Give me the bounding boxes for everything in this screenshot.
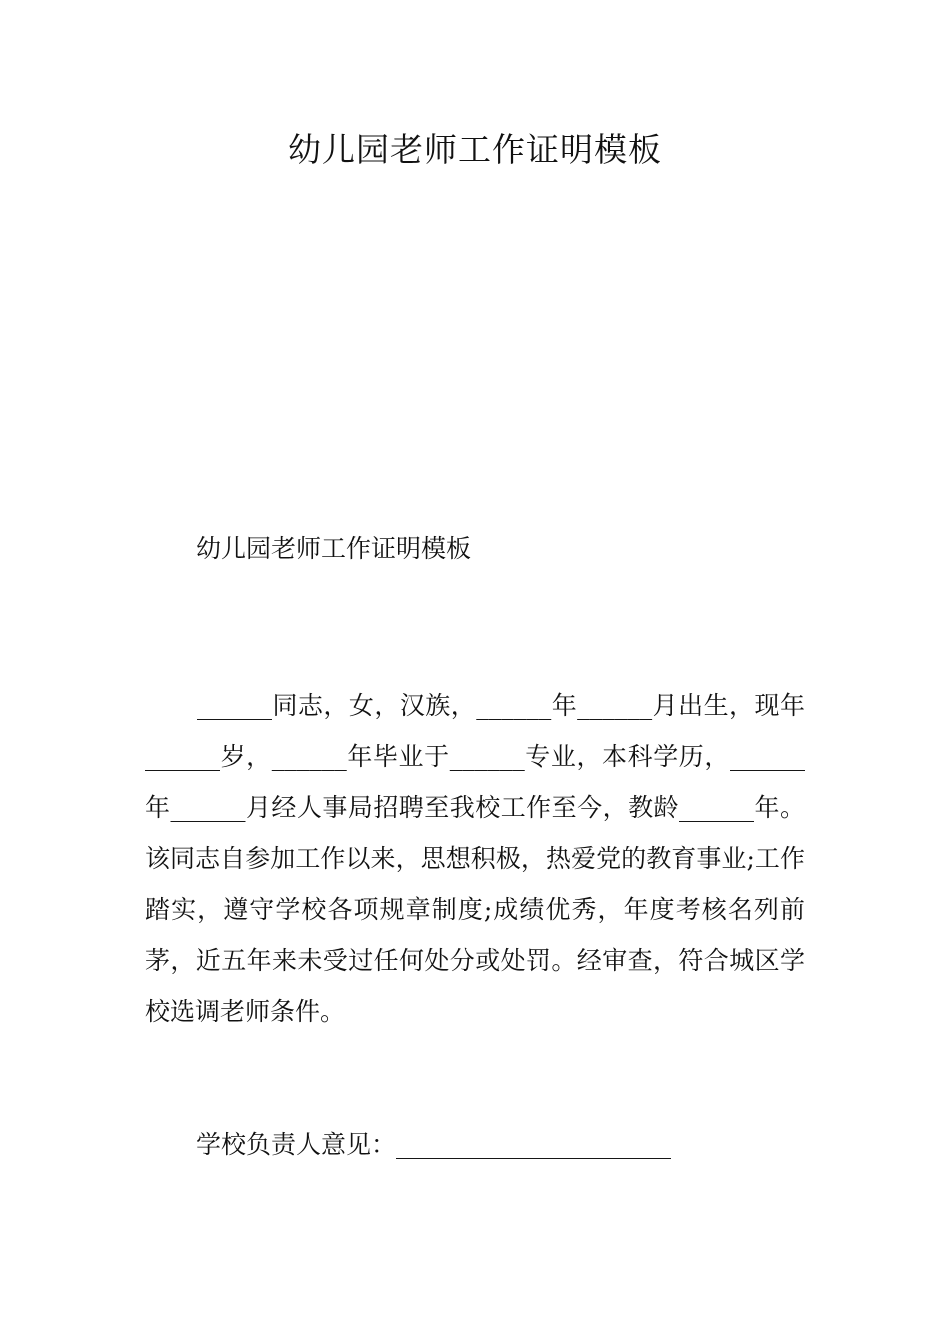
document-subtitle: 幼儿园老师工作证明模板 — [196, 534, 472, 563]
certificate-body: ______同志，女，汉族，______年______月出生，现年______岁，______年毕业于______专业，本科学历，______年______月经人事局招聘至我校工作至今，教龄______年。该同志自参加工作以来，思想积极，热爱党的教育事业;工作踏实，遵守学校各项规章制度;成绩优秀，年度考核名列前茅，近五年来未受过任何处分或处罚。经审查，符合城区学校选调老师条件。 — [145, 691, 805, 1026]
principal-opinion-line: 学校负责人意见：______________________ — [196, 1130, 672, 1159]
document-title: 幼儿园老师工作证明模板 — [288, 130, 662, 169]
